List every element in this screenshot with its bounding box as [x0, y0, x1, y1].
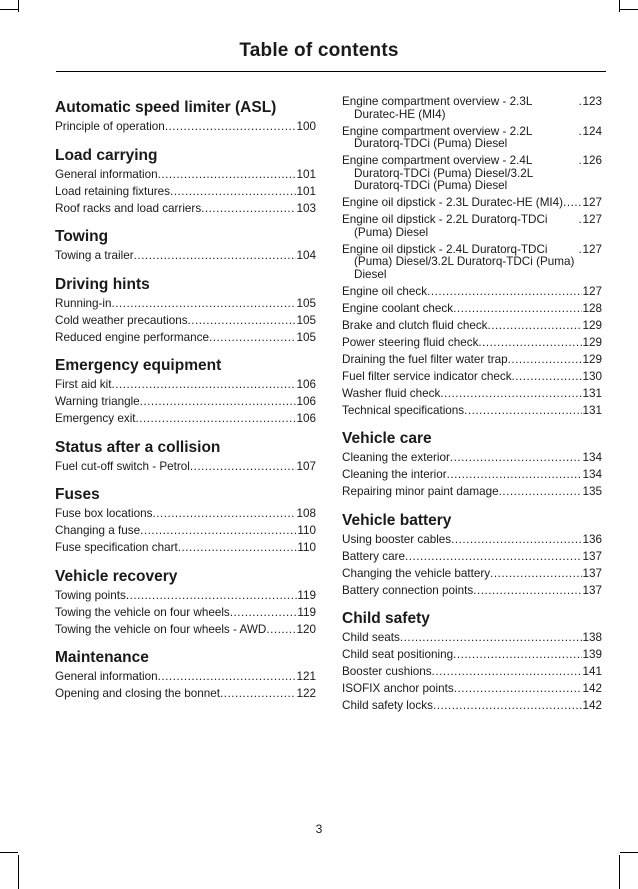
entry-page-number: 127	[582, 242, 602, 256]
entry-page-number: 106	[296, 412, 316, 425]
toc-entry[interactable]	[55, 379, 316, 392]
toc-entry[interactable]	[342, 551, 602, 564]
dot-leader	[499, 486, 583, 499]
toc-section	[55, 358, 316, 426]
toc-section	[55, 650, 316, 701]
dot-leader	[201, 203, 296, 216]
dot-leader	[563, 197, 582, 210]
entry-page-number: 105	[296, 313, 316, 327]
crop-mark	[18, 0, 19, 12]
toc-entry[interactable]	[342, 452, 602, 465]
entry-page-number: 137	[582, 566, 602, 580]
dot-leader	[508, 354, 583, 367]
toc-entry[interactable]	[55, 461, 316, 474]
crop-mark	[619, 855, 620, 889]
entry-title: Fuel cut-off switch - Petrol	[55, 459, 190, 473]
entry-title: Technical specifications	[342, 403, 465, 417]
entry-page-number: 126	[582, 154, 602, 167]
dot-leader	[112, 379, 297, 392]
toc-section	[55, 229, 316, 263]
entry-page-number: 129	[582, 318, 602, 332]
section-heading: Towing	[55, 228, 109, 245]
toc-entry[interactable]	[55, 542, 316, 555]
entry-page-number: 105	[296, 296, 316, 310]
entry-title: Child seats	[342, 631, 400, 644]
entry-page-number: 129	[582, 335, 602, 349]
crop-mark	[620, 9, 638, 10]
entry-page-number: 142	[582, 682, 602, 695]
entry-title: Changing the vehicle battery	[342, 566, 491, 580]
entry-page-number: 131	[582, 403, 602, 417]
entry-page-number: 130	[582, 369, 602, 383]
crop-mark	[0, 9, 18, 10]
dot-leader	[454, 683, 583, 696]
entry-title: Brake and clutch fluid check	[342, 318, 488, 332]
dot-leader	[140, 396, 297, 409]
page-title: Table of contents	[239, 40, 399, 61]
dot-leader	[427, 286, 582, 299]
entry-title: Reduced engine performance	[55, 330, 209, 344]
entry-page-number: 108	[296, 507, 316, 520]
toc-entry[interactable]	[342, 303, 602, 316]
entry-title: Engine coolant check	[342, 301, 454, 315]
section-heading: Child safety	[342, 610, 430, 627]
entry-title: Engine compartment overview - 2.3L Duratec-HE (MI4)	[342, 95, 532, 121]
toc-section	[55, 440, 316, 474]
toc-entry[interactable]	[342, 214, 602, 239]
entry-title: Load retaining fixtures	[55, 184, 170, 198]
entry-title: Fuse specification chart	[55, 541, 178, 554]
toc-entry[interactable]	[55, 315, 316, 328]
entry-page-number: 106	[296, 378, 316, 391]
toc-entry[interactable]	[55, 624, 316, 637]
dot-leader	[478, 337, 582, 350]
toc-section	[342, 431, 602, 499]
entry-page-number: 100	[296, 120, 316, 133]
toc-section	[342, 513, 602, 598]
toc-entry[interactable]	[55, 525, 316, 538]
toc-section	[55, 148, 316, 216]
dot-leader	[178, 542, 298, 555]
dot-leader	[450, 452, 583, 465]
entry-title: Roof racks and load carriers	[55, 201, 202, 215]
toc-entry[interactable]	[55, 203, 316, 216]
entry-title: Engine oil check	[342, 284, 428, 298]
entry-page-number: 138	[582, 631, 602, 644]
dot-leader	[188, 315, 297, 328]
toc-entry[interactable]	[342, 683, 602, 696]
entry-title: First aid kit	[55, 378, 112, 391]
dot-leader	[158, 671, 297, 684]
entry-title: Draining the fuel filter water trap	[342, 352, 508, 366]
entry-title: Changing a fuse	[55, 524, 141, 537]
toc-entry[interactable]	[342, 126, 602, 151]
entry-page-number: 136	[582, 532, 602, 546]
entry-page-number: 110	[297, 541, 316, 554]
entry-page-number: 129	[582, 352, 602, 366]
toc-entry[interactable]	[342, 666, 602, 679]
entry-page-number: 122	[296, 687, 316, 700]
toc-entry[interactable]	[55, 186, 316, 199]
toc-entry[interactable]	[55, 169, 316, 182]
section-heading: Fuses	[55, 486, 100, 503]
toc-entry[interactable]	[342, 388, 602, 401]
crop-mark	[18, 855, 19, 889]
dot-leader	[266, 624, 296, 637]
toc-entry[interactable]	[342, 96, 602, 121]
toc-section	[342, 611, 602, 713]
toc-entry[interactable]	[55, 688, 316, 701]
toc-entry[interactable]	[342, 405, 602, 418]
entry-title: Child seat positioning	[342, 648, 454, 661]
entry-title: Emergency exit	[55, 412, 136, 425]
toc-section	[55, 569, 316, 637]
entry-title: Booster cushions	[342, 665, 432, 678]
dot-leader	[220, 688, 296, 701]
entry-title: Washer fluid check	[342, 386, 441, 400]
toc-right-column	[342, 96, 602, 717]
entry-page-number: 137	[582, 583, 602, 597]
toc-section	[55, 100, 316, 134]
entry-page-number: 135	[582, 485, 602, 498]
entry-page-number: 124	[582, 124, 602, 138]
section-heading: Automatic speed limiter (ASL)	[55, 99, 277, 116]
dot-leader	[433, 700, 583, 713]
title-rule	[56, 71, 606, 72]
toc-section	[55, 277, 316, 345]
entry-title: Cleaning the exterior	[342, 451, 450, 464]
page-number: 3	[315, 822, 323, 836]
toc-entry[interactable]	[342, 354, 602, 367]
entry-page-number: 139	[582, 648, 602, 661]
dot-leader	[140, 525, 297, 538]
dot-leader	[490, 568, 582, 581]
section-heading: Vehicle care	[342, 430, 432, 447]
dot-leader	[400, 632, 583, 645]
entry-title: Child safety locks	[342, 699, 433, 712]
entry-title: Towing the vehicle on four wheels - AWD	[55, 622, 267, 636]
dot-leader	[134, 250, 297, 263]
toc-entry[interactable]	[342, 286, 602, 299]
entry-title: Engine oil dipstick - 2.3L Duratec-HE (MI4)	[342, 196, 564, 209]
entry-page-number: 105	[296, 330, 316, 344]
entry-page-number: 103	[296, 201, 316, 215]
toc-entry[interactable]	[342, 534, 602, 547]
entry-page-number: 142	[582, 699, 602, 712]
toc-entry[interactable]	[342, 568, 602, 581]
entry-title: General information	[55, 670, 158, 683]
dot-leader	[126, 590, 298, 603]
entry-title: Power steering fluid check	[342, 335, 479, 349]
toc-section	[342, 96, 602, 417]
toc-entry[interactable]	[55, 332, 316, 345]
entry-title: Fuel filter service indicator check	[342, 369, 512, 383]
dot-leader	[170, 186, 296, 199]
toc-entry[interactable]	[55, 590, 316, 603]
entry-title: Engine compartment overview - 2.4L Duratorq-TDCi (Puma) Diesel/3.2L Duratorq-TDCi (Puma) Diesel	[342, 154, 533, 192]
entry-page-number: 106	[296, 395, 316, 408]
entry-page-number: 110	[297, 524, 316, 537]
toc-entry[interactable]	[342, 155, 602, 193]
toc-entry[interactable]	[342, 244, 602, 282]
crop-mark	[619, 0, 620, 12]
toc-entry[interactable]	[55, 607, 316, 620]
toc-entry[interactable]	[342, 197, 602, 210]
toc-entry[interactable]	[342, 632, 602, 645]
section-heading: Load carrying	[55, 146, 158, 164]
entry-page-number: 128	[582, 301, 602, 315]
entry-title: Battery connection points	[342, 583, 474, 597]
entry-page-number: 137	[582, 549, 602, 563]
entry-page-number: 119	[297, 605, 316, 619]
toc-entry[interactable]	[55, 396, 316, 409]
dot-leader	[453, 649, 582, 662]
entry-title: Opening and closing the bonnet	[55, 687, 221, 700]
entry-title: Engine oil dipstick - 2.2L Duratorq-TDCi (Puma) Diesel	[342, 213, 548, 239]
entry-page-number: 101	[296, 184, 316, 198]
dot-leader	[464, 405, 582, 418]
toc-entry[interactable]	[342, 320, 602, 333]
entry-title: Towing the vehicle on four wheels	[55, 605, 230, 619]
entry-title: Repairing minor paint damage	[342, 485, 499, 498]
crop-mark	[0, 852, 18, 853]
entry-title: Running-in	[55, 296, 112, 310]
entry-title: Cold weather precautions	[55, 313, 188, 327]
entry-title: Towing a trailer	[55, 249, 134, 262]
toc-entry[interactable]	[55, 413, 316, 426]
entry-page-number: 119	[297, 588, 316, 602]
entry-page-number: 134	[582, 468, 602, 481]
toc-left-column	[55, 96, 316, 705]
dot-leader	[209, 332, 296, 345]
dot-leader	[453, 303, 582, 316]
entry-title: Engine compartment overview - 2.2L Duratorq-TDCi (Puma) Diesel	[342, 124, 532, 150]
section-heading: Maintenance	[55, 649, 149, 666]
entry-title: Principle of operation	[55, 120, 165, 133]
entry-page-number: 141	[582, 665, 602, 678]
entry-page-number: 127	[582, 284, 602, 298]
toc-entry[interactable]	[55, 298, 316, 311]
entry-title: Fuse box locations	[55, 507, 153, 520]
entry-page-number: 120	[296, 622, 316, 636]
entry-title: ISOFIX anchor points	[342, 682, 454, 695]
entry-page-number: 127	[582, 196, 602, 209]
dot-leader	[447, 469, 583, 482]
section-heading: Vehicle battery	[342, 511, 452, 529]
toc-entry[interactable]	[342, 585, 602, 598]
toc-entry[interactable]	[342, 700, 602, 713]
toc-entry[interactable]	[342, 469, 602, 482]
dot-leader	[152, 508, 296, 521]
toc-entry[interactable]	[55, 121, 316, 134]
dot-leader	[136, 413, 297, 426]
crop-mark	[620, 852, 638, 853]
dot-leader	[190, 461, 297, 474]
dot-leader	[158, 169, 297, 182]
entry-title: Battery care	[342, 549, 406, 563]
entry-page-number: 121	[296, 670, 316, 683]
entry-page-number: 134	[582, 451, 602, 464]
entry-page-number: 104	[296, 249, 316, 262]
entry-page-number: 107	[296, 459, 316, 473]
section-heading: Vehicle recovery	[55, 567, 178, 585]
dot-leader	[451, 534, 582, 547]
entry-page-number: 101	[296, 167, 316, 181]
toc-entry[interactable]	[342, 486, 602, 499]
toc-section	[55, 487, 316, 555]
dot-leader	[432, 666, 583, 679]
section-heading: Driving hints	[55, 275, 150, 293]
entry-title: Engine oil dipstick - 2.4L Duratorq-TDCi (Puma) Diesel/3.2L Duratorq-TDCi (Puma) Diesel	[342, 242, 575, 281]
dot-leader	[440, 388, 582, 401]
dot-leader	[112, 298, 297, 311]
dot-leader	[488, 320, 583, 333]
entry-title: Warning triangle	[55, 395, 140, 408]
dot-leader	[473, 585, 582, 598]
dot-leader	[405, 551, 582, 564]
entry-title: Towing points	[55, 588, 126, 602]
section-heading: Emergency equipment	[55, 357, 222, 374]
entry-page-number: 123	[582, 95, 602, 108]
toc-entry[interactable]	[342, 371, 602, 384]
entry-title: Cleaning the interior	[342, 468, 447, 481]
toc-entry[interactable]	[55, 508, 316, 521]
dot-leader	[512, 371, 583, 384]
section-heading: Status after a collision	[55, 438, 221, 456]
entry-title: Using booster cables	[342, 532, 452, 546]
dot-leader	[230, 607, 298, 620]
entry-page-number: 127	[582, 213, 602, 226]
entry-title: General information	[55, 167, 158, 181]
toc-entry[interactable]	[342, 649, 602, 662]
toc-entry[interactable]	[55, 671, 316, 684]
dot-leader	[165, 121, 297, 134]
toc-entry[interactable]	[342, 337, 602, 350]
entry-page-number: 131	[582, 386, 602, 400]
toc-entry[interactable]	[55, 250, 316, 263]
